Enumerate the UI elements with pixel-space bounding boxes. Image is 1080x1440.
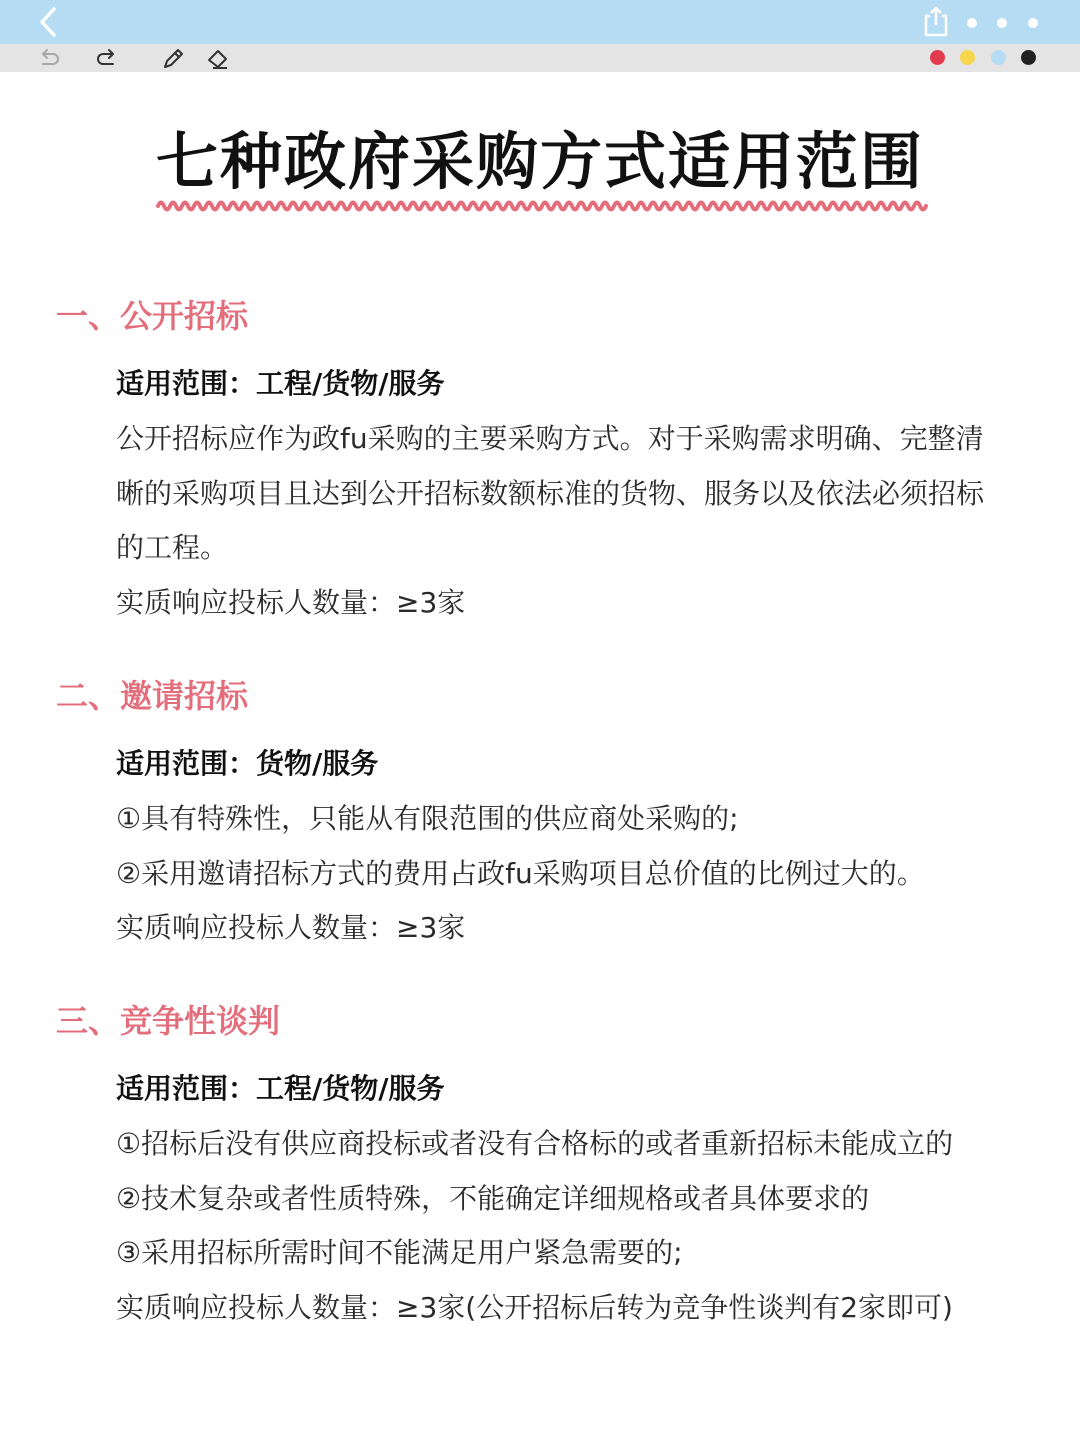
color-swatch-blue[interactable] bbox=[991, 50, 1006, 65]
share-icon[interactable] bbox=[920, 4, 952, 38]
more-options-icon[interactable] bbox=[962, 14, 1046, 32]
body-line: ①招标后没有供应商投标或者没有合格标的或者重新招标未能成立的 bbox=[116, 1127, 954, 1160]
pen-icon[interactable] bbox=[160, 46, 186, 72]
section-heading: 一、公开招标 bbox=[56, 297, 249, 335]
redo-icon[interactable] bbox=[94, 46, 120, 72]
section-heading: 三、竞争性谈判 bbox=[56, 1002, 281, 1040]
undo-icon[interactable] bbox=[36, 46, 62, 72]
body-line: ②采用邀请招标方式的费用占政fu采购项目总价值的比例过大的。 bbox=[116, 857, 925, 890]
page-title: 七种政府采购方式适用范围 bbox=[155, 125, 924, 198]
back-arrow-icon[interactable] bbox=[30, 4, 66, 40]
color-swatch-red[interactable] bbox=[930, 50, 945, 65]
wavy-underline bbox=[156, 196, 928, 216]
color-swatch-yellow[interactable] bbox=[960, 50, 975, 65]
section-heading: 二、邀请招标 bbox=[56, 677, 249, 715]
bidder-count: 实质响应投标人数量：≥3家(公开招标后转为竞争性谈判有2家即可) bbox=[116, 1291, 953, 1324]
top-bar bbox=[0, 0, 1080, 44]
scope-line: 适用范围：工程/货物/服务 bbox=[116, 367, 445, 400]
body-line: ③采用招标所需时间不能满足用户紧急需要的; bbox=[116, 1236, 683, 1269]
bidder-count: 实质响应投标人数量：≥3家 bbox=[116, 586, 466, 619]
body-line: 晰的采购项目且达到公开招标数额标准的货物、服务以及依法必须招标 bbox=[116, 477, 985, 510]
body-line: ②技术复杂或者性质特殊，不能确定详细规格或者具体要求的 bbox=[116, 1182, 870, 1215]
body-line: ①具有特殊性，只能从有限范围的供应商处采购的; bbox=[116, 802, 739, 835]
body-line: 的工程。 bbox=[116, 531, 229, 564]
body-line: 公开招标应作为政fu采购的主要采购方式。对于采购需求明确、完整清 bbox=[116, 422, 984, 455]
eraser-icon[interactable] bbox=[205, 46, 231, 72]
bidder-count: 实质响应投标人数量：≥3家 bbox=[116, 911, 466, 944]
color-swatch-black[interactable] bbox=[1021, 50, 1036, 65]
scope-line: 适用范围：工程/货物/服务 bbox=[116, 1072, 445, 1105]
scope-line: 适用范围：货物/服务 bbox=[116, 747, 379, 780]
